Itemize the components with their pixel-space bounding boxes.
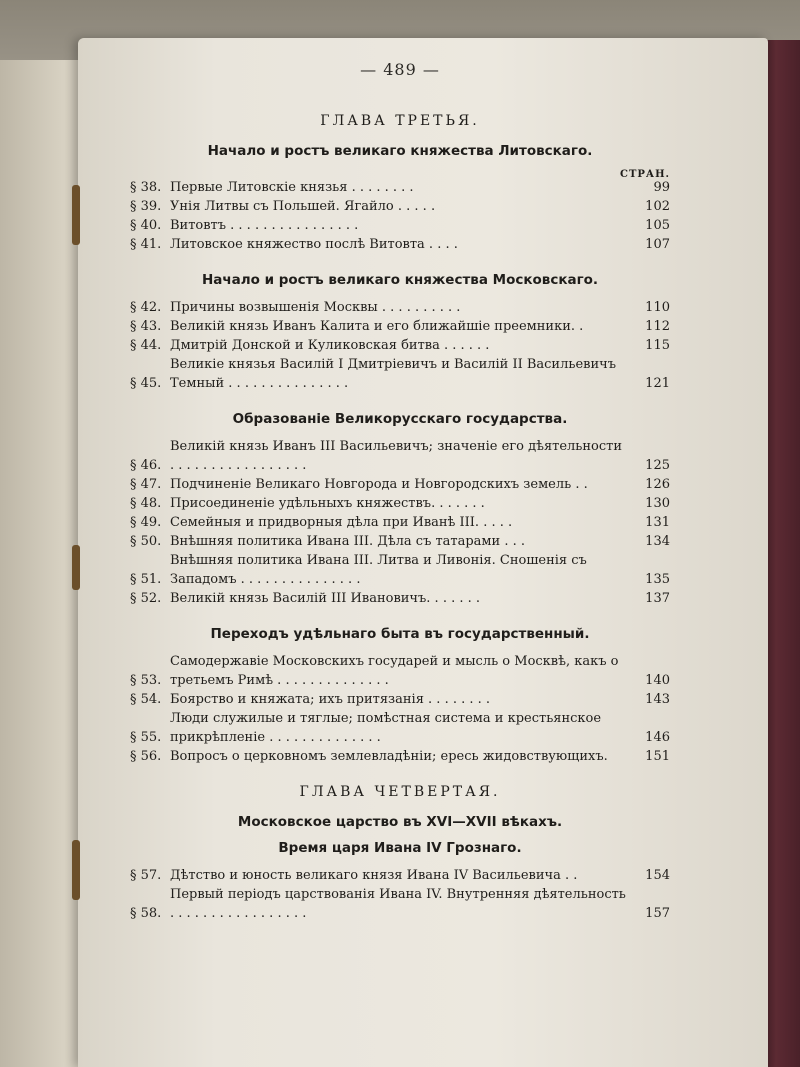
toc-entry bbox=[130, 336, 670, 355]
entry-page: 143 bbox=[645, 692, 670, 707]
entry-list bbox=[130, 298, 670, 393]
toc-entry bbox=[130, 197, 670, 216]
page-number: — 489 — bbox=[360, 60, 440, 79]
entry-title: Великій князь Иванъ Калита и его ближайшіе преемники. . bbox=[170, 319, 584, 334]
entry-page: 151 bbox=[645, 749, 670, 764]
section-title: Начало и ростъ великаго княжества Московскаго. bbox=[201, 272, 599, 288]
toc-entry bbox=[130, 235, 670, 254]
entry-section-number: § 54. bbox=[130, 692, 162, 707]
entry-page: 125 bbox=[645, 458, 670, 473]
entry-section-number: § 53. bbox=[130, 673, 162, 688]
toc-entry bbox=[130, 494, 670, 513]
toc-entry bbox=[130, 690, 670, 709]
entry-section-number: § 57. bbox=[130, 868, 162, 883]
entry-section-number: § 45. bbox=[130, 376, 162, 391]
toc-entry bbox=[130, 532, 670, 551]
toc-entry bbox=[130, 866, 670, 885]
entry-title: Первые Литовскіе князья . . . . . . . . bbox=[170, 180, 414, 195]
entry-page: 121 bbox=[645, 376, 670, 391]
entry-section-number: § 58. bbox=[130, 906, 162, 921]
entry-page: 134 bbox=[645, 534, 670, 549]
entry-page: 126 bbox=[645, 477, 670, 492]
entry-page: 99 bbox=[653, 180, 670, 195]
entry-title: Люди служилые и тяглые; помѣстная система и крестьянское прикрѣпленіе . . . . . . . . . . . . . . bbox=[170, 711, 602, 745]
entry-title: Литовское княжество послѣ Витовта . . . . bbox=[170, 237, 458, 252]
entry-title: Подчиненіе Великаго Новгорода и Новгородскихъ земель . . bbox=[170, 477, 588, 492]
page-column-heading: СТРАН. bbox=[620, 169, 670, 180]
chapter-heading: ГЛАВА ЧЕТВЕРТАЯ. bbox=[299, 784, 501, 800]
toc-entry bbox=[130, 437, 670, 475]
entry-title: Великій князь Василій III Ивановичъ. . . . . . . bbox=[170, 591, 481, 606]
toc-entry bbox=[130, 317, 670, 336]
entry-title: Боярство и княжата; ихъ притязанія . . . . . . . . bbox=[170, 692, 491, 707]
entry-list bbox=[130, 866, 670, 923]
entry-title: Великіе князья Василій I Дмитріевичъ и Василій II Васильевичъ Темный . . . . . . . . . . . . . . . bbox=[170, 357, 616, 391]
entry-title: Витовтъ . . . . . . . . . . . . . . . . bbox=[170, 218, 359, 233]
entry-page: 137 bbox=[645, 591, 670, 606]
entry-section-number: § 44. bbox=[130, 338, 162, 353]
chapter-heading: ГЛАВА ТРЕТЬЯ. bbox=[320, 113, 480, 129]
entry-list bbox=[130, 178, 670, 254]
section-title: Начало и ростъ великаго княжества Литовскаго. bbox=[207, 143, 593, 159]
section-title: Московское царство въ XVI—XVII вѣкахъ. bbox=[237, 814, 563, 830]
entry-page: 102 bbox=[645, 199, 670, 214]
entry-list bbox=[130, 652, 670, 766]
entry-title: Первый періодъ царствованія Ивана IV. Внутренняя дѣятельность . . . . . . . . . . . . . . . . . bbox=[170, 887, 626, 921]
entry-page: 130 bbox=[645, 496, 670, 511]
toc-entry bbox=[130, 298, 670, 317]
toc-entry bbox=[130, 355, 670, 393]
entry-title: Самодержавіе Московскихъ государей и мысль о Москвѣ, какъ о третьемъ Римѣ . . . . . . . . . . . . . . bbox=[170, 654, 619, 688]
entry-section-number: § 47. bbox=[130, 477, 162, 492]
entry-list bbox=[130, 437, 670, 608]
section-title: Образованіе Великорусскаго государства. bbox=[232, 411, 568, 427]
toc-entry bbox=[130, 475, 670, 494]
toc-entry bbox=[130, 178, 670, 197]
entry-page: 110 bbox=[645, 300, 670, 315]
entry-page: 135 bbox=[645, 572, 670, 587]
entry-section-number: § 50. bbox=[130, 534, 162, 549]
entry-title: Дмитрій Донской и Куликовская битва . . . . . . bbox=[170, 338, 490, 353]
toc-content bbox=[130, 60, 670, 941]
entry-section-number: § 43. bbox=[130, 319, 162, 334]
entry-title: Внѣшняя политика Ивана III. Дѣла съ татарами . . . bbox=[170, 534, 526, 549]
entry-page: 154 bbox=[645, 868, 670, 883]
entry-title: Дѣтство и юность великаго князя Ивана IV Васильевича . . bbox=[170, 868, 578, 883]
entry-page: 140 bbox=[645, 673, 670, 688]
entry-section-number: § 56. bbox=[130, 749, 162, 764]
section-title: Переходъ удѣльнаго быта въ государственный. bbox=[210, 626, 590, 642]
entry-title: Унія Литвы съ Польшей. Ягайло . . . . . bbox=[170, 199, 436, 214]
toc-entry bbox=[130, 513, 670, 532]
entry-section-number: § 42. bbox=[130, 300, 162, 315]
toc-entry bbox=[130, 885, 670, 923]
toc-entry bbox=[130, 709, 670, 747]
entry-title: Вопросъ о церковномъ землевладѣніи; ересь жидовствующихъ. bbox=[170, 749, 608, 764]
entry-section-number: § 52. bbox=[130, 591, 162, 606]
toc-entry bbox=[130, 216, 670, 235]
entry-section-number: § 40. bbox=[130, 218, 162, 233]
entry-section-number: § 46. bbox=[130, 458, 162, 473]
toc-entry bbox=[130, 551, 670, 589]
entry-title: Причины возвышенія Москвы . . . . . . . . . . bbox=[170, 300, 461, 315]
entry-page: 131 bbox=[645, 515, 670, 530]
entry-title: Присоединеніе удѣльныхъ княжествъ. . . . . . . bbox=[170, 496, 485, 511]
binding-staple-1 bbox=[72, 185, 80, 245]
toc-entry bbox=[130, 652, 670, 690]
section-title: Время царя Ивана IV Грознаго. bbox=[278, 840, 522, 856]
entry-section-number: § 49. bbox=[130, 515, 162, 530]
entry-title: Семейныя и придворныя дѣла при Иванѣ III. . . . . bbox=[170, 515, 513, 530]
entry-title: Внѣшняя политика Ивана III. Литва и Ливонія. Сношенія съ Западомъ . . . . . . . . . . . . . . . bbox=[170, 553, 587, 587]
entry-page: 112 bbox=[645, 319, 670, 334]
toc-entry bbox=[130, 747, 670, 766]
entry-section-number: § 38. bbox=[130, 180, 162, 195]
entry-title: Великій князь Иванъ III Васильевичъ; значеніе его дѣятельности . . . . . . . . . . . . . . . . . bbox=[170, 439, 622, 473]
entry-page: 107 bbox=[645, 237, 670, 252]
entry-section-number: § 51. bbox=[130, 572, 162, 587]
entry-page: 146 bbox=[645, 730, 670, 745]
entry-section-number: § 39. bbox=[130, 199, 162, 214]
entry-page: 105 bbox=[645, 218, 670, 233]
binding-staple-2 bbox=[72, 545, 80, 590]
binding-staple-3 bbox=[72, 840, 80, 900]
entry-page: 115 bbox=[645, 338, 670, 353]
entry-section-number: § 41. bbox=[130, 237, 162, 252]
entry-section-number: § 55. bbox=[130, 730, 162, 745]
entry-section-number: § 48. bbox=[130, 496, 162, 511]
toc-entry bbox=[130, 589, 670, 608]
entry-page: 157 bbox=[645, 906, 670, 921]
